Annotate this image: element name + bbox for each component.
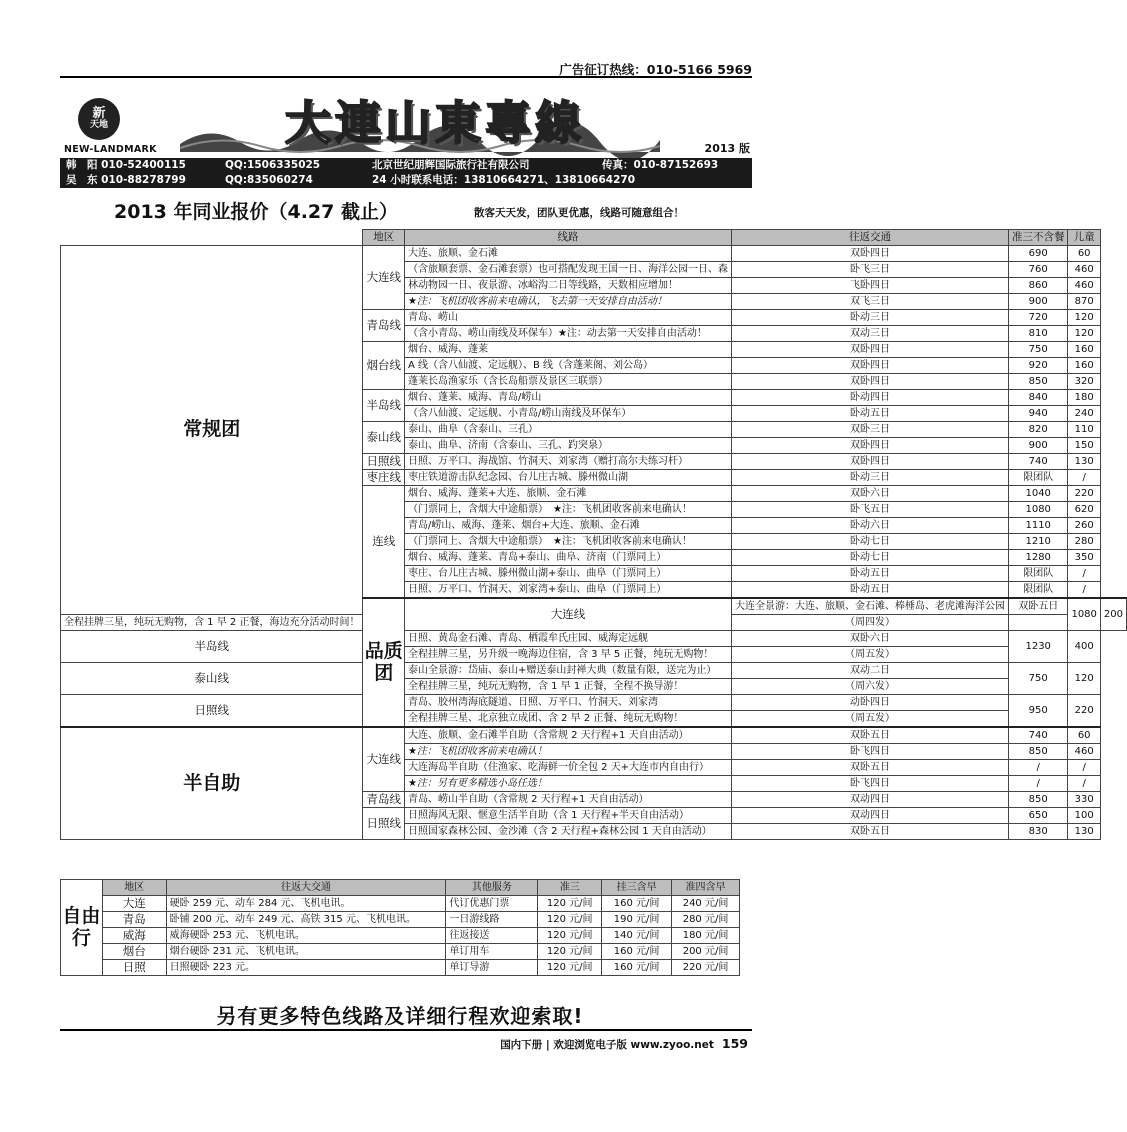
table-cell: 190 元/间 xyxy=(602,912,672,928)
table-header xyxy=(61,880,740,896)
table-cell: 1210 xyxy=(1008,534,1068,550)
region-rizhao: 日照线 xyxy=(363,454,405,470)
table-cell: 往返接送 xyxy=(446,928,538,944)
table-cell: 卧飞五日 xyxy=(731,502,1008,518)
table-cell: 60 xyxy=(1068,727,1100,744)
contact-24h: 24 小时联系电话：13810664271、13810664270 xyxy=(372,174,635,186)
logo-icon: 新 天地 xyxy=(78,98,120,140)
header-child: 儿童 xyxy=(1068,230,1100,246)
table-cell: A 线（含八仙渡、定远舰）、B 线（含蓬莱阁、刘公岛） xyxy=(404,358,731,374)
region-q-dalian: 大连线 xyxy=(404,598,731,631)
table-cell: （周四发） xyxy=(731,615,1008,631)
table-cell: 全程挂牌三星、北京独立成团、含 2 早 2 正餐、纯玩无购物！ xyxy=(404,711,731,728)
table-cell: 160 元/间 xyxy=(602,944,672,960)
category-regular: 常规团 xyxy=(61,246,363,615)
table-cell: 日照、黄岛金石滩、青岛、栖霞牟氏庄园、威海定远舰 xyxy=(404,631,731,647)
table-cell: 810 xyxy=(1008,326,1068,342)
table-cell: 泰山、曲阜、济南（含泰山、三孔、趵突泉） xyxy=(404,438,731,454)
table-cell: 740 xyxy=(1008,727,1068,744)
table-cell: 日照、万平口、海战馆、竹洞天、刘家湾（赠打高尔夫练习杆） xyxy=(404,454,731,470)
table-cell: ★注：另有更多精选小岛任选！ xyxy=(404,776,731,792)
table-cell: 150 xyxy=(1068,438,1100,454)
banner-title xyxy=(200,88,670,152)
table-cell: 卧飞三日 xyxy=(731,262,1008,278)
table-cell: 林动物园一日、夜景游、冰峪沟二日等线路，天数相应增加！ xyxy=(404,278,731,294)
table-cell: 大连 xyxy=(102,896,166,912)
table-cell: 大连、旅顺、金石滩半自助（含常规 2 天行程+1 天自由活动） xyxy=(404,727,731,744)
table-cell: 往返大交通 xyxy=(166,880,446,896)
table-cell: 750 xyxy=(1008,342,1068,358)
table-cell: （周五发） xyxy=(731,711,1008,728)
free-travel-table xyxy=(60,879,740,976)
table-cell: 限团队 xyxy=(1008,566,1068,582)
table-row xyxy=(61,960,740,976)
table-cell: 动卧四日 xyxy=(731,695,1008,711)
table-cell: 120 元/间 xyxy=(538,896,602,912)
table-cell: 双卧五日 xyxy=(1008,598,1068,615)
table-cell: 720 xyxy=(1008,310,1068,326)
table-cell: 硬卧 259 元、动车 284 元、飞机电讯。 xyxy=(166,896,446,912)
table-cell: 120 xyxy=(1068,310,1100,326)
table-cell: 青岛 xyxy=(102,912,166,928)
table-cell: 900 xyxy=(1008,438,1068,454)
contact-han: 韩 阳 010-52400115 xyxy=(66,159,186,171)
table-cell: 日照、万平口、竹洞天、刘家湾+泰山、曲阜（门票同上） xyxy=(404,582,731,599)
table-cell: （含小青岛、崂山南线及环保车）★注：动去第一天安排自由活动！ xyxy=(404,326,731,342)
table-cell: 200 元/间 xyxy=(672,944,740,960)
table-cell: 威海 xyxy=(102,928,166,944)
table-cell: 一日游线路 xyxy=(446,912,538,928)
footer-slogan: 另有更多特色线路及详细行程欢迎索取! xyxy=(216,1004,584,1028)
table-cell: 240 元/间 xyxy=(672,896,740,912)
banner xyxy=(60,80,752,170)
region-yantai: 烟台线 xyxy=(363,342,405,390)
header-price: 准三不含餐 xyxy=(1008,230,1068,246)
table-cell: 130 xyxy=(1068,454,1100,470)
table-cell: 双卧六日 xyxy=(731,631,1008,647)
contact-fax: 传真：010-87152693 xyxy=(602,159,719,171)
footer-info xyxy=(500,1036,748,1052)
table-cell: 120 元/间 xyxy=(538,960,602,976)
table-cell: 大连海岛半自助（住渔家、吃海鲜一价全包 2 天+大连市内自由行） xyxy=(404,760,731,776)
table-cell: 950 xyxy=(1008,695,1068,728)
table-cell: 760 xyxy=(1008,262,1068,278)
table-cell: 卧动七日 xyxy=(731,534,1008,550)
table-cell: 120 xyxy=(1068,326,1100,342)
contact-qq-1: QQ:1506335025 xyxy=(225,159,321,171)
table-cell: ★注：飞机团收客前来电确认！ xyxy=(404,744,731,760)
table-cell: 1230 xyxy=(1008,631,1068,663)
table-cell: 卧动三日 xyxy=(731,310,1008,326)
table-cell: 枣庄铁道游击队纪念园、台儿庄古城、滕州微山湖 xyxy=(404,470,731,486)
table-cell: 1110 xyxy=(1008,518,1068,534)
header-route: 线路 xyxy=(404,230,731,246)
table-cell: 750 xyxy=(1008,663,1068,695)
table-cell: 泰山、曲阜（含泰山、三孔） xyxy=(404,422,731,438)
table-cell: 烟台 xyxy=(102,944,166,960)
table-cell: 青岛/崂山、威海、蓬莱、烟台+大连、旅顺、金石滩 xyxy=(404,518,731,534)
table-row xyxy=(61,896,740,912)
table-cell: 1080 xyxy=(1068,598,1100,631)
table-cell: 日照 xyxy=(102,960,166,976)
table-cell: 1280 xyxy=(1008,550,1068,566)
table-cell: 220 元/间 xyxy=(672,960,740,976)
company-name: 北京世纪朋辉国际旅行社有限公司 xyxy=(372,159,530,171)
table-cell: 日照海风无限、惬意生活半自助（含 1 天行程+半天自由活动） xyxy=(404,808,731,824)
table-cell: 烟台硬卧 231 元、飞机电讯。 xyxy=(166,944,446,960)
table-cell: 120 元/间 xyxy=(538,912,602,928)
table-cell: 160 xyxy=(1068,358,1100,374)
contact-qq-2: QQ:835060274 xyxy=(225,174,313,186)
table-cell: 460 xyxy=(1068,278,1100,294)
table-row xyxy=(61,695,1127,711)
table-cell: 850 xyxy=(1008,792,1068,808)
table-cell: 挂三含早 xyxy=(602,880,672,896)
table-cell: 870 xyxy=(1068,294,1100,310)
table-cell: / xyxy=(1068,776,1100,792)
logo-text: NEW-LANDMARK xyxy=(64,144,157,155)
table-row xyxy=(61,727,1127,744)
region-s-qingdao: 青岛线 xyxy=(363,792,405,808)
table-cell: 卧动五日 xyxy=(731,566,1008,582)
table-cell: 威海硬卧 253 元、飞机电讯。 xyxy=(166,928,446,944)
table-cell: / xyxy=(1068,470,1100,486)
table-cell: 1080 xyxy=(1008,502,1068,518)
table-cell: 卧动六日 xyxy=(731,518,1008,534)
table-cell: 120 元/间 xyxy=(538,944,602,960)
region-taishan: 泰山线 xyxy=(363,422,405,454)
table-cell: 820 xyxy=(1008,422,1068,438)
table-cell: 地区 xyxy=(102,880,166,896)
table-row xyxy=(61,912,740,928)
table-cell: 650 xyxy=(1008,808,1068,824)
price-table xyxy=(60,229,1127,840)
table-cell: 代订优惠门票 xyxy=(446,896,538,912)
table-cell: 双动四日 xyxy=(731,792,1008,808)
region-lian: 连线 xyxy=(363,486,405,599)
table-cell: 全程挂牌三星，纯玩无购物，含 1 早 1 正餐，全程不换导游！ xyxy=(404,679,731,695)
table-cell: （含八仙渡、定远舰、小青岛/崂山南线及环保车） xyxy=(404,406,731,422)
table-cell: 枣庄、台儿庄古城、滕州微山湖+泰山、曲阜（门票同上） xyxy=(404,566,731,582)
table-cell: 卧动七日 xyxy=(731,550,1008,566)
table-cell: 330 xyxy=(1068,792,1100,808)
category-semi: 半自助 xyxy=(61,727,363,840)
table-cell: 850 xyxy=(1008,744,1068,760)
contact-bar xyxy=(60,158,752,188)
table-cell: 泰山全景游：岱庙、泰山+赠送泰山封禅大典（数量有限，送完为止） xyxy=(404,663,731,679)
table-cell: 460 xyxy=(1068,744,1100,760)
table-cell: （门票同上，含烟大中途船票） ★注：飞机团收客前来电确认！ xyxy=(404,502,731,518)
table-cell: 双卧四日 xyxy=(731,246,1008,262)
table-cell: 卧飞四日 xyxy=(731,776,1008,792)
footer-text[interactable]: 国内下册 | 欢迎浏览电子版 www.zyoo.net xyxy=(500,1039,714,1051)
table-cell: 840 xyxy=(1008,390,1068,406)
table-cell: 620 xyxy=(1068,502,1100,518)
table-cell: 740 xyxy=(1008,454,1068,470)
table-cell: 130 xyxy=(1068,824,1100,840)
table-cell: 双卧五日 xyxy=(731,760,1008,776)
table-cell: 卧动五日 xyxy=(731,406,1008,422)
table-cell: / xyxy=(1068,582,1100,599)
table-cell: 大连全景游：大连、旅顺、金石滩、棒棰岛、老虎滩海洋公园 xyxy=(731,598,1008,615)
table-cell: 蓬莱长岛渔家乐（含长岛船票及景区三联票） xyxy=(404,374,731,390)
table-cell: 双卧三日 xyxy=(731,422,1008,438)
table-cell: ★注：飞机团收客前来电确认，飞去第一天安排自由活动！ xyxy=(404,294,731,310)
table-cell: 限团队 xyxy=(1008,470,1068,486)
region-s-dalian: 大连线 xyxy=(363,727,405,792)
table-row xyxy=(61,246,1127,262)
table-cell: 双卧五日 xyxy=(731,727,1008,744)
table-cell: 准四含早 xyxy=(672,880,740,896)
table-cell: 大连、旅顺、金石滩 xyxy=(404,246,731,262)
table-cell: 140 元/间 xyxy=(602,928,672,944)
table-cell: 单订用车 xyxy=(446,944,538,960)
region-s-rizhao: 日照线 xyxy=(363,808,405,840)
table-cell: 卧动三日 xyxy=(731,470,1008,486)
table-cell: 850 xyxy=(1008,374,1068,390)
table-cell: 飞卧四日 xyxy=(731,278,1008,294)
table-cell: 卧飞四日 xyxy=(731,744,1008,760)
region-q-taishan: 泰山线 xyxy=(61,663,363,695)
region-zaozhuang: 枣庄线 xyxy=(363,470,405,486)
table-cell: 280 元/间 xyxy=(672,912,740,928)
table-cell: 双卧五日 xyxy=(731,824,1008,840)
table-cell: 青岛、崂山半自助（含常规 2 天行程+1 天自由活动） xyxy=(404,792,731,808)
table-cell: （周五发） xyxy=(731,647,1008,663)
table-cell: （含旅顺套票、金石滩套票）也可搭配发现王国一日、海洋公园一日、森 xyxy=(404,262,731,278)
table-cell: 220 xyxy=(1068,695,1100,728)
table-cell: 双卧四日 xyxy=(731,374,1008,390)
table-cell: 180 xyxy=(1068,390,1100,406)
table-cell: 青岛、崂山 xyxy=(404,310,731,326)
table-cell: 260 xyxy=(1068,518,1100,534)
footer-divider xyxy=(60,1029,752,1031)
table-cell: 双卧四日 xyxy=(731,342,1008,358)
table-cell: 1040 xyxy=(1008,486,1068,502)
table-row xyxy=(61,631,1127,647)
table-row xyxy=(61,944,740,960)
table-cell: / xyxy=(1008,760,1068,776)
region-q-bandao: 半岛线 xyxy=(61,631,363,663)
table-cell: 120 xyxy=(1068,663,1100,695)
category-free: 自由行 xyxy=(61,880,103,976)
table-cell: 860 xyxy=(1008,278,1068,294)
table-cell: 920 xyxy=(1008,358,1068,374)
table-cell: 双卧四日 xyxy=(731,454,1008,470)
table-cell: / xyxy=(1068,566,1100,582)
header-region: 地区 xyxy=(363,230,405,246)
table-cell: 900 xyxy=(1008,294,1068,310)
page-subtitle: 散客天天发，团队更优惠，线路可随意组合！ xyxy=(474,207,684,219)
top-divider xyxy=(60,76,752,78)
table-cell: 160 元/间 xyxy=(602,896,672,912)
table-cell: 全程挂牌三星，另升级一晚海边住宿，含 3 早 5 正餐，纯玩无购物！ xyxy=(404,647,731,663)
table-cell: 双动二日 xyxy=(731,663,1008,679)
table-cell: / xyxy=(1068,760,1100,776)
edition-label: 2013 版 xyxy=(704,142,750,155)
table-cell: 110 xyxy=(1068,422,1100,438)
table-cell: （周六发） xyxy=(731,679,1008,695)
table-cell: 240 xyxy=(1068,406,1100,422)
table-cell: 卧铺 200 元、动车 249 元、高铁 315 元、飞机电讯。 xyxy=(166,912,446,928)
table-cell: 60 xyxy=(1068,246,1100,262)
table-cell: 日照国家森林公园、金沙滩（含 2 天行程+森林公园 1 天自由活动） xyxy=(404,824,731,840)
table-cell: 双动四日 xyxy=(731,808,1008,824)
region-bandao: 半岛线 xyxy=(363,390,405,422)
region-dalian: 大连线 xyxy=(363,246,405,310)
table-cell: 单订导游 xyxy=(446,960,538,976)
table-cell: / xyxy=(1008,776,1068,792)
ad-hotline: 广告征订热线：010-5166 5969 xyxy=(559,62,752,77)
table-cell: 830 xyxy=(1008,824,1068,840)
table-cell: 其他服务 xyxy=(446,880,538,896)
table-cell: 320 xyxy=(1068,374,1100,390)
table-cell: 限团队 xyxy=(1008,582,1068,599)
table-cell: 220 xyxy=(1068,486,1100,502)
table-cell: 400 xyxy=(1068,631,1100,663)
table-cell: 350 xyxy=(1068,550,1100,566)
table-cell: 280 xyxy=(1068,534,1100,550)
page-number: 159 xyxy=(721,1036,748,1051)
table-cell: 准三 xyxy=(538,880,602,896)
table-cell: 卧动五日 xyxy=(731,582,1008,599)
region-q-rizhao: 日照线 xyxy=(61,695,363,728)
table-cell: 460 xyxy=(1068,262,1100,278)
table-cell: 160 xyxy=(1068,342,1100,358)
table-cell: 100 xyxy=(1068,808,1100,824)
table-row xyxy=(61,928,740,944)
table-cell: 940 xyxy=(1008,406,1068,422)
contact-wu: 吴 东 010-88278799 xyxy=(66,174,186,186)
header-transport: 往返交通 xyxy=(731,230,1008,246)
category-quality: 品质团 xyxy=(363,598,405,727)
table-cell: 120 元/间 xyxy=(538,928,602,944)
table-cell: 烟台、威海、蓬莱、青岛+泰山、曲阜、济南（门票同上） xyxy=(404,550,731,566)
table-cell: 青岛、胶州湾海底隧道、日照、万平口、竹洞天、刘家湾 xyxy=(404,695,731,711)
table-cell: 双卧四日 xyxy=(731,358,1008,374)
banner-title-text: 大連山東專線 xyxy=(285,96,585,150)
table-cell: 双动三日 xyxy=(731,326,1008,342)
table-cell: 180 元/间 xyxy=(672,928,740,944)
table-cell: 卧动四日 xyxy=(731,390,1008,406)
table-cell: 烟台、威海、蓬莱+大连、旅顺、金石滩 xyxy=(404,486,731,502)
table-cell: 全程挂牌三星，纯玩无购物，含 1 早 2 正餐，海边充分活动时间！ xyxy=(61,615,363,631)
region-qingdao: 青岛线 xyxy=(363,310,405,342)
table-cell: 烟台、威海、蓬莱 xyxy=(404,342,731,358)
table-cell: 双卧六日 xyxy=(731,486,1008,502)
table-row xyxy=(61,663,1127,679)
table-cell: （门票同上、含烟大中途船票） ★注：飞机团收客前来电确认！ xyxy=(404,534,731,550)
table-cell: 200 xyxy=(1100,598,1126,631)
table-header xyxy=(61,230,1127,246)
table-cell: 双飞三日 xyxy=(731,294,1008,310)
table-cell: 烟台、蓬莱、威海、青岛/崂山 xyxy=(404,390,731,406)
page-title: 2013 年同业报价（4.27 截止） xyxy=(114,201,398,223)
table-cell: 双卧四日 xyxy=(731,438,1008,454)
table-cell: 160 元/间 xyxy=(602,960,672,976)
table-cell: 日照硬卧 223 元。 xyxy=(166,960,446,976)
table-cell xyxy=(61,230,363,246)
table-cell: 690 xyxy=(1008,246,1068,262)
